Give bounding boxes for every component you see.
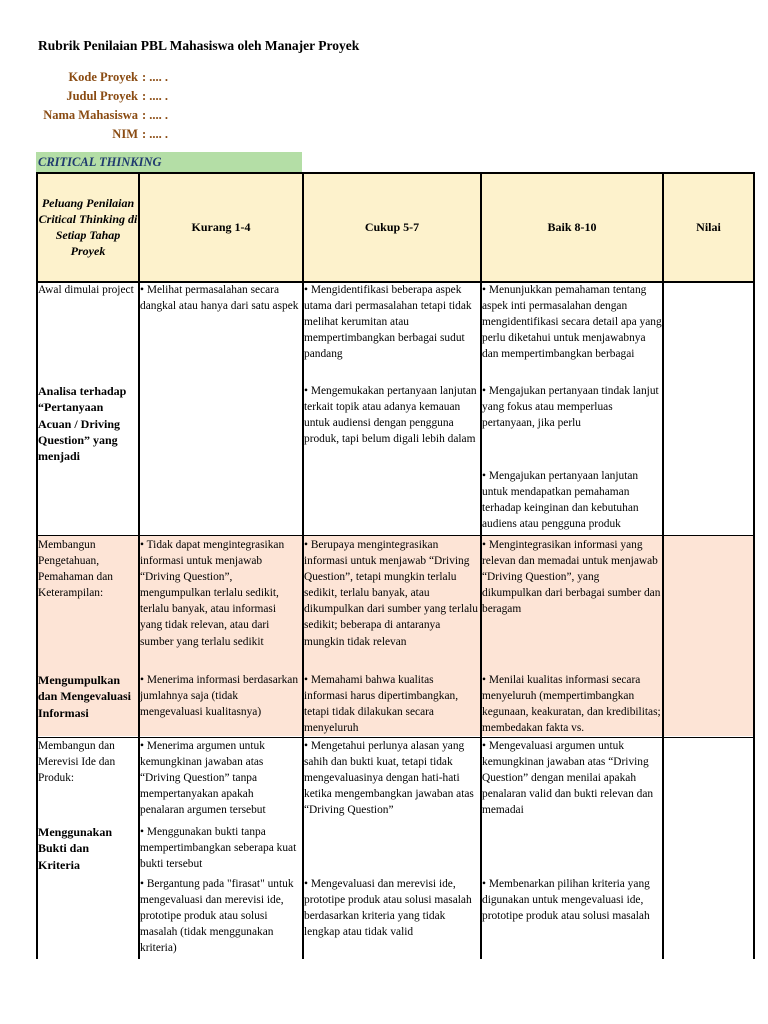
meta-label: Nama Mahasiswa [43, 108, 138, 122]
row3-kurang-2: • Menggunakan bukti tanpa mempertimbangkan seberapa kuat bukti tersebut [140, 826, 297, 871]
document-title: Rubrik Penilaian PBL Mahasiswa oleh Manajer Proyek [38, 38, 360, 53]
line-top [36, 172, 755, 174]
row1-cukup-2: • Mengemukakan pertanyaan lanjutan terkait topik atau adanya kemauan untuk audiensi dengan pengguna produk, tapi belum digali lebih dalam [304, 385, 477, 446]
row2-stage: Membangun Pengetahuan, Pemahaman dan Keterampilan: [38, 539, 113, 600]
row2-kurang-1: • Tidak dapat mengintegrasikan informasi untuk menjawab “Driving Question”, mengumpulkan terlalu sedikit, terlalu banyak, atau informasi yang tidak relevan, atau dari sumber yang terlalu sedikit [140, 539, 285, 648]
meta-nim [38, 125, 178, 144]
header-nilai: Nilai [696, 219, 721, 234]
row1-kurang-1: • Melihat permasalahan secara dangkal atau hanya dari satu aspek [140, 284, 299, 313]
meta-judul-proyek [38, 87, 178, 106]
meta-label: Judul Proyek [66, 89, 138, 103]
row3-baik-2: • Membenarkan pilihan kriteria yang digunakan untuk mengevaluasi ide, prototipe produk atau solusi masalah [482, 878, 650, 923]
row1-stage: Awal dimulai project [38, 284, 134, 296]
meta-value: : .... . [142, 89, 169, 103]
row2-focus: Mengumpulkan dan Mengevaluasi Informasi [38, 673, 132, 720]
header-kurang: Kurang 1-4 [191, 219, 251, 234]
row1-baik-2: • Mengajukan pertanyaan tindak lanjut yang fokus atau memperluas pertanyaan, jika perlu [482, 385, 659, 430]
row1-cukup-1: • Mengidentifikasi beberapa aspek utama dari permasalahan tetapi tidak melihat kerumitan atau mempertimbangkan berbagai sudut pandang [304, 284, 472, 361]
row1-baik-1: • Menunjukkan pemahaman tentang aspek inti permasalahan dengan mengidentifikasi secara detail apa yang perlu diketahui untuk menjawabnya dan mempertimbangkan berbagai [482, 284, 662, 361]
row2-kurang-2: • Menerima informasi berdasarkan jumlahnya saja (tidak mengevaluasi kualitasnya) [140, 674, 299, 719]
row3-kurang-3: • Bergantung pada "firasat" untuk mengevaluasi dan merevisi ide, prototipe produk atau solusi masalah (tidak menggunakan kriteria) [140, 878, 294, 955]
meta-nama-mahasiswa [38, 106, 178, 125]
vline-c4 [662, 172, 664, 959]
row3-focus: Menggunakan Bukti dan Kriteria [38, 825, 113, 872]
header-opportunity: Peluang Penilaian Critical Thinking di Setiap Tahap Proyek [38, 196, 138, 258]
meta-label: Kode Proyek [68, 70, 138, 84]
meta-kode-proyek [38, 68, 178, 87]
row3-cukup-2: • Mengevaluasi dan merevisi ide, prototipe produk atau solusi masalah berdasarkan kriteria yang tidak lengkap atau tidak valid [304, 878, 472, 939]
row1-focus: Analisa terhadap “Pertanyaan Acuan / Driving Question” yang menjadi [38, 384, 127, 464]
row2-baik-1: • Mengintegrasikan informasi yang relevan dan memadai untuk menjawab “Driving Question”, yang dikumpulkan dari berbagai sumber dan beragam [482, 539, 661, 616]
row3-stage: Membangun dan Merevisi Ide dan Produk: [38, 740, 116, 785]
section-title-critical-thinking: CRITICAL THINKING [36, 152, 302, 172]
meta-label: NIM [112, 127, 138, 141]
meta-value: : .... . [142, 70, 169, 84]
header-cukup: Cukup 5-7 [364, 219, 420, 234]
row1-baik-3: • Mengajukan pertanyaan lanjutan untuk mendapatkan pemahaman terhadap keinginan dan kebutuhan audiens atau pengguna produk [482, 470, 639, 531]
project-meta [38, 68, 178, 144]
header-baik: Baik 8-10 [547, 219, 597, 234]
row2-cukup-1: • Berupaya mengintegrasikan informasi untuk menjawab “Driving Question”, tetapi mungkin terlalu sedikit, terlalu banyak, atau dikumpulkan dari sumber yang terlalu sedikit; beberapa di antaranya mungkin tidak relevan [304, 539, 478, 648]
line-row1-bottom [36, 535, 755, 536]
meta-value: : .... . [142, 108, 169, 122]
row3-cukup-1: • Mengetahui perlunya alasan yang sahih dan bukti kuat, tetapi tidak mengevaluasinya dengan hati-hati ketika mengembangkan jawaban atas “Driving Question” [304, 740, 474, 817]
row2-baik-2: • Menilai kualitas informasi secara menyeluruh (mempertimbangkan kegunaan, keakuratan, dan kredibilitas; membedakan fakta vs. [482, 674, 661, 735]
vline-right [753, 172, 755, 959]
row2-cukup-2: • Memahami bahwa kualitas informasi harus dipertimbangkan, tetapi tidak dilakukan secara menyeluruh [304, 674, 459, 735]
row3-kurang-1: • Menerima argumen untuk kemungkinan jawaban atas “Driving Question” tanpa mempertanyakan apakah penalaran argumen tersebut [140, 740, 266, 817]
meta-value: : .... . [142, 127, 169, 141]
row3-baik-1: • Mengevaluasi argumen untuk kemungkinan jawaban atas “Driving Question” dengan menilai apakah penalaran valid dan bukti relevan dan memadai [482, 740, 654, 817]
